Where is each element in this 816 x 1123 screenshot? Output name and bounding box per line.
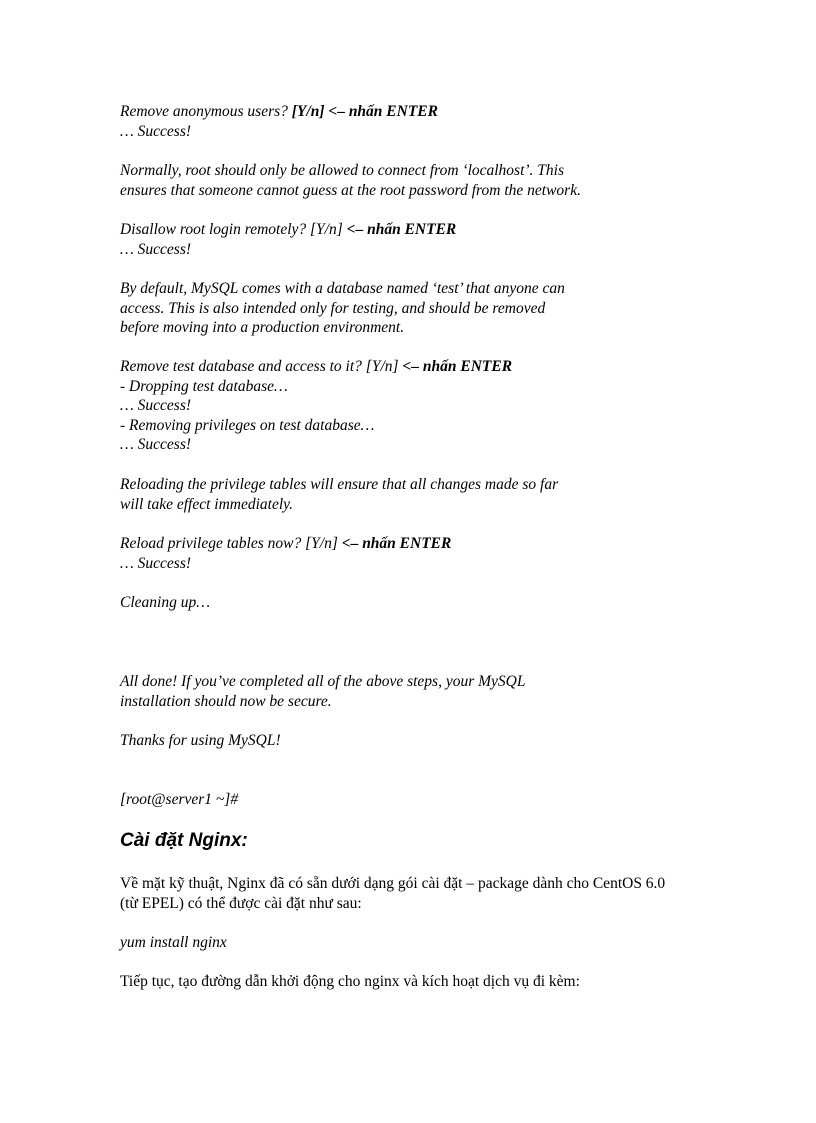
prompt-disallow-root [120, 220, 720, 259]
text-line: … Success! [120, 240, 192, 258]
command-yum-install [120, 933, 720, 953]
text-line: will take effect immediately. [120, 495, 294, 513]
text-line: Tiếp tục, tạo đường dẫn khởi động cho nginx và kích hoạt dịch vụ đi kèm: [120, 973, 580, 990]
text-line: … Success! [120, 436, 192, 454]
section-heading: Cài đặt Nginx: [120, 830, 248, 851]
shell-prompt [120, 790, 720, 810]
prompt-reload-privileges [120, 534, 720, 573]
enter-instruction: <– nhấn ENTER [341, 535, 452, 552]
text-line: Reload privilege tables now? [Y/n] <– nhấn ENTER [120, 535, 452, 552]
paragraph-nginx-intro [120, 874, 665, 913]
text-line: … Success! [120, 122, 192, 140]
text-line: (từ EPEL) có thể được cài đặt như sau: [120, 894, 362, 912]
paragraph-nginx-startup [120, 972, 580, 992]
enter-instruction: [Y/n] <– nhấn ENTER [291, 103, 438, 120]
status-thanks [120, 731, 720, 751]
prompt-remove-test-db [120, 357, 720, 455]
note-test-database [120, 279, 720, 338]
note-root-localhost [120, 161, 720, 200]
text-line: Normally, root should only be allowed to connect from ‘localhost’. This [120, 162, 565, 179]
text-line: - Removing privileges on test database… [120, 416, 375, 434]
text-line: - Dropping test database… [120, 377, 288, 395]
text-line: Reloading the privilege tables will ensure that all changes made so far [120, 476, 559, 493]
text-line: access. This is also intended only for testing, and should be removed [120, 299, 546, 317]
text-line: installation should now be secure. [120, 692, 332, 710]
text-line: Thanks for using MySQL! [120, 732, 281, 749]
text-line: Disallow root login remotely? [Y/n] <– nhấn ENTER [120, 221, 457, 238]
text-line: Cleaning up… [120, 594, 210, 611]
text-line: ensures that someone cannot guess at the root password from the network. [120, 181, 581, 199]
text-line: By default, MySQL comes with a database named ‘test’ that anyone can [120, 280, 565, 297]
text-line: … Success! [120, 397, 192, 415]
text-line: Remove anonymous users? [Y/n] <– nhấn ENTER [120, 103, 438, 120]
text-line: yum install nginx [120, 934, 227, 951]
enter-instruction: <– nhấn ENTER [402, 358, 513, 375]
status-all-done [120, 672, 720, 711]
text-line: All done! If you’ve completed all of the above steps, your MySQL [120, 673, 526, 690]
text-line: before moving into a production environment. [120, 319, 405, 337]
note-reload-tables [120, 475, 720, 514]
text-line: Về mặt kỹ thuật, Nginx đã có sẵn dưới dạng gói cài đặt – package dành cho CentOS 6.0 [120, 875, 666, 892]
text-line: [root@server1 ~]# [120, 791, 239, 808]
status-cleaning-up [120, 593, 720, 613]
text-line: Remove test database and access to it? [Y/n] <– nhấn ENTER [120, 358, 513, 375]
enter-instruction: <– nhấn ENTER [346, 221, 457, 238]
prompt-remove-anonymous [120, 102, 720, 141]
text-line: … Success! [120, 554, 192, 572]
